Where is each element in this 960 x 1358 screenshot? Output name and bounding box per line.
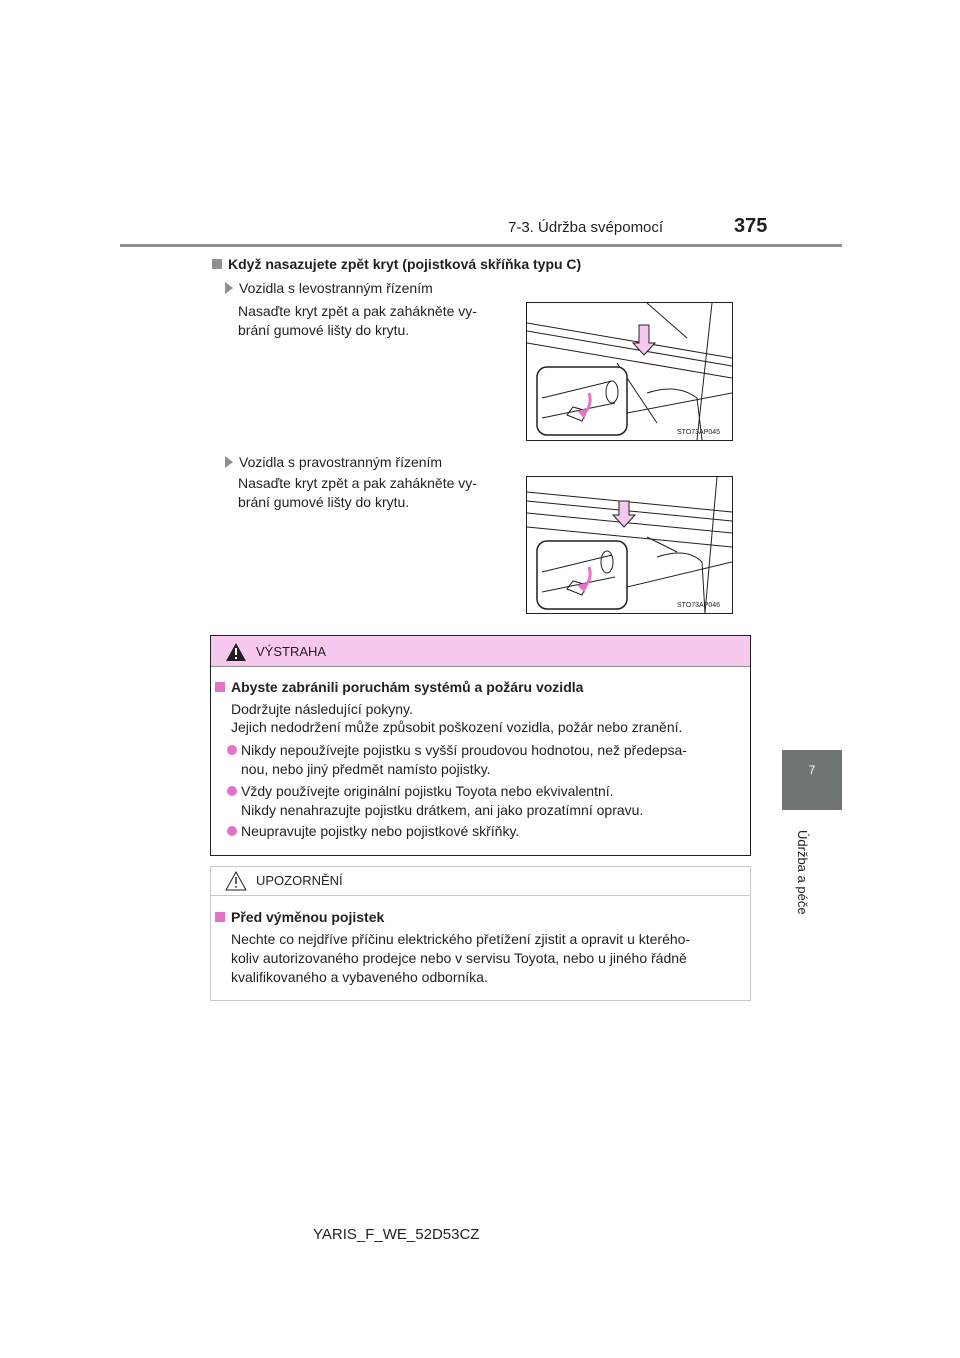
warning-bullet-2-l1: Vždy používejte originální pojistku Toyota nebo ekvivalentní.: [241, 783, 614, 799]
caution-subtitle-text: Před výměnou pojistek: [231, 909, 385, 925]
engine-bay-illustration-right: [527, 477, 732, 613]
warning-header: [211, 636, 750, 667]
chapter-label: Údržba a péče: [795, 830, 810, 915]
header-rule: [120, 244, 842, 247]
warning-bullet-1: [227, 741, 743, 760]
section-heading: [212, 256, 581, 272]
round-bullet-icon: [227, 786, 237, 796]
right-drive-label: [225, 454, 442, 470]
warning-triangle-icon: [225, 642, 247, 662]
chapter-tab: [782, 750, 842, 810]
figure-left-drive: [526, 302, 733, 441]
section-title: 7-3. Údržba svépomocí: [508, 219, 664, 236]
warning-bullet-3: [227, 822, 519, 841]
square-bullet-icon: [215, 912, 225, 922]
right-drive-line2: brání gumové lišty do krytu.: [238, 494, 410, 510]
figure-right-drive: [526, 476, 733, 614]
caution-line1: Nechte co nejdříve příčinu elektrického přetížení zjistit a opravit u kterého-: [231, 931, 691, 947]
caution-subtitle: [215, 908, 384, 927]
warning-bullet-2-l2: Nikdy nenahrazujte pojistku drátkem, ani jako prozatímní opravu.: [241, 802, 644, 818]
caution-box: [210, 866, 751, 1001]
caution-title: UPOZORNĚNÍ: [256, 873, 343, 888]
warning-subtitle-text: Abyste zabránili poruchám systémů a požáru vozidla: [231, 679, 584, 695]
caution-line3: kvalifikovaného a vybaveného odborníka.: [231, 969, 488, 985]
triangle-bullet-icon: [225, 282, 233, 294]
left-drive-line2: brání gumové lišty do krytu.: [238, 322, 410, 338]
caution-triangle-icon: [225, 871, 247, 891]
warning-title: VÝSTRAHA: [256, 644, 327, 659]
figure-code: STO73AP045: [677, 429, 721, 436]
document-code: YARIS_F_WE_52D53CZ: [313, 1226, 480, 1243]
warning-bullet-2: [227, 782, 614, 801]
page-number: 375: [734, 215, 768, 237]
square-bullet-icon: [215, 682, 225, 692]
left-drive-label-text: Vozidla s levostranným řízením: [239, 280, 433, 296]
warning-bullet-1-l2: nou, nebo jiný předmět namísto pojistky.: [241, 761, 491, 777]
section-heading-text: Když nasazujete zpět kryt (pojistková skříňka typu C): [228, 256, 582, 272]
caution-line2: koliv autorizovaného prodejce nebo v servisu Toyota, nebo u jiného řádně: [231, 950, 687, 966]
warning-line2: Jejich nedodržení může způsobit poškození vozidla, požár nebo zranění.: [231, 719, 683, 735]
triangle-bullet-icon: [225, 456, 233, 468]
round-bullet-icon: [227, 826, 237, 836]
right-drive-line1: Nasaďte kryt zpět a pak zahákněte vy-: [238, 475, 477, 491]
round-bullet-icon: [227, 745, 237, 755]
warning-box: [210, 635, 751, 856]
warning-line1: Dodržujte následující pokyny.: [231, 701, 413, 717]
square-bullet-icon: [212, 259, 222, 269]
warning-bullet-1-l1: Nikdy nepoužívejte pojistku s vyšší proudovou hodnotou, než předepsa-: [241, 742, 687, 758]
right-drive-label-text: Vozidla s pravostranným řízením: [239, 454, 443, 470]
engine-bay-illustration-left: [527, 303, 732, 440]
chapter-number: 7: [808, 763, 816, 777]
caution-header: [211, 867, 750, 896]
warning-bullet-3-l1: Neupravujte pojistky nebo pojistkové skříňky.: [241, 823, 520, 839]
left-drive-label: [225, 280, 433, 296]
left-drive-line1: Nasaďte kryt zpět a pak zahákněte vy-: [238, 303, 477, 319]
warning-subtitle: [215, 678, 583, 697]
left-drive-instructions: [238, 302, 503, 340]
right-drive-instructions: [238, 474, 503, 512]
figure-code: STO73AP046: [677, 602, 721, 609]
